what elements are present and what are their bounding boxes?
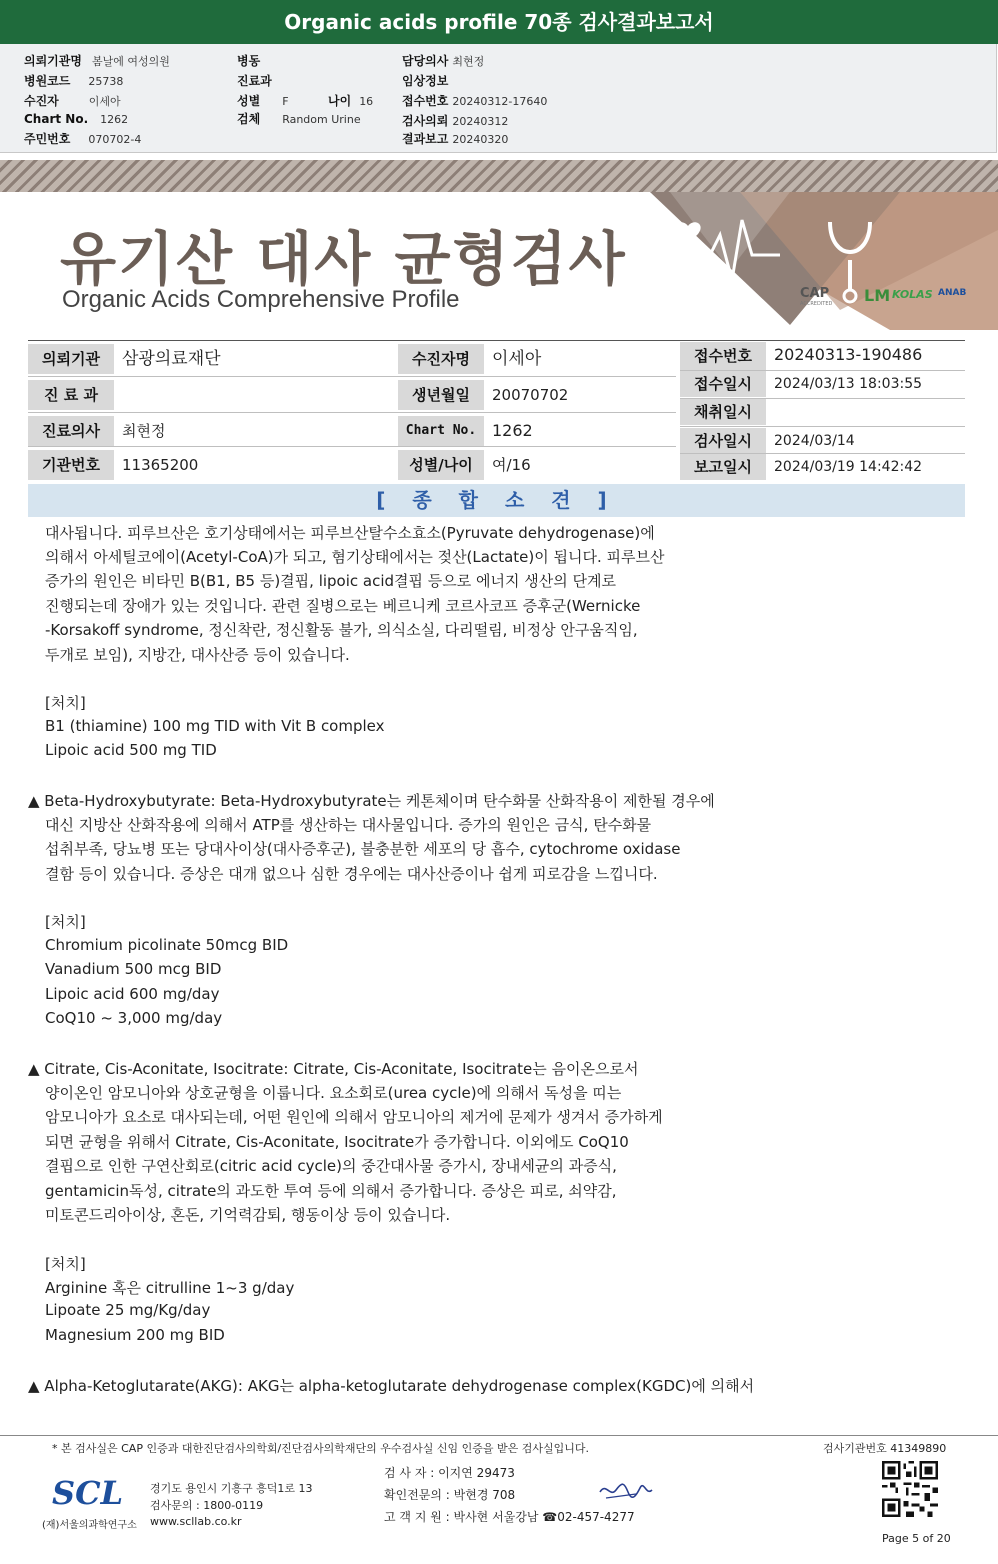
meta-label: 결과보고: [402, 132, 449, 146]
body-line: 진행되는데 장애가 있는 것입니다. 관련 질병으로는 베르니케 코르사코프 증후군(Wernicke: [45, 597, 641, 615]
meta-value: 이세아: [88, 95, 121, 108]
meta-row: [402, 72, 452, 89]
body-line: [처치]: [45, 1255, 86, 1273]
meta-value: 최현정: [452, 55, 485, 68]
summary-heading: [ 종 합 소 견 ]: [28, 484, 965, 517]
cap-sub: ACCREDITED: [800, 301, 833, 307]
meta-value: 070702-4: [88, 133, 142, 146]
meta-value: 20240312-17640: [452, 95, 548, 108]
info-label: 접수번호: [680, 342, 766, 370]
body-line: Lipoic acid 500 mg TID: [45, 741, 217, 759]
info-label: 채취일시: [680, 399, 766, 425]
meta-value: 25738: [88, 75, 124, 88]
footer-notice: * 본 검사실은 CAP 인증과 대한진단검사의학회/진단검사의학재단의 우수검사실 신임 인증을 받은 검사실입니다.: [52, 1442, 590, 1455]
info-value: 삼광의료재단: [122, 349, 221, 369]
staff-label: 고 객 지 원 :: [384, 1510, 450, 1524]
meta-row-age: [328, 92, 373, 109]
staff-value: 박사현 서울강남 ☎02-457-4277: [453, 1510, 635, 1524]
info-value: 이세아: [492, 349, 542, 369]
body-line: 두개로 보임), 지방간, 대사산증 등이 있습니다.: [45, 646, 350, 664]
body-line: ▲ Beta-Hydroxybutyrate: Beta-Hydroxybutyrate는 케톤체이며 탄수화물 산화작용이 제한될 경우에: [28, 792, 715, 810]
meta-value: 봄날에 여성의원: [91, 55, 170, 68]
body-line: gentamicin독성, citrate의 과도한 투여 등에 의해서 증가합니다. 증상은 피로, 쇠약감,: [45, 1182, 617, 1200]
meta-value: 1262: [100, 113, 129, 126]
meta-label: 병원코드: [24, 74, 71, 88]
body-line: Magnesium 200 mg BID: [45, 1326, 225, 1344]
order-meta-panel: [0, 44, 997, 153]
info-label: 기관번호: [28, 450, 114, 480]
body-line: [처치]: [45, 913, 86, 931]
meta-value: F: [282, 95, 289, 108]
meta-row: [24, 130, 141, 147]
scl-logo: SCL: [52, 1474, 124, 1512]
meta-value: 20240320: [452, 133, 509, 146]
meta-row: [402, 92, 547, 109]
body-line: ▲ Citrate, Cis-Aconitate, Isocitrate: Citrate, Cis-Aconitate, Isocitrate는 음이온으로서: [28, 1060, 639, 1078]
info-value: 2024/03/13 18:03:55: [774, 376, 923, 392]
body-line: Lipoic acid 600 mg/day: [45, 985, 220, 1003]
lm-logo: LM: [864, 286, 891, 305]
info-label: 성별/나이: [398, 450, 484, 480]
staff-value: 이지연 29473: [438, 1466, 515, 1480]
report-title-bar: [0, 0, 998, 44]
meta-label: 주민번호: [24, 132, 71, 146]
meta-label: 의뢰기관명: [24, 54, 82, 68]
meta-row: [237, 110, 361, 127]
body-line: Lipoate 25 mg/Kg/day: [45, 1301, 211, 1319]
meta-row: [24, 52, 170, 69]
meta-label: 성별: [237, 94, 261, 108]
body-line: Vanadium 500 mcg BID: [45, 960, 222, 978]
staff-label: 확인전문의 :: [384, 1488, 450, 1502]
info-value: 20240313-190486: [774, 345, 923, 364]
meta-label: 병동: [237, 54, 261, 68]
body-line: 섭취부족, 당뇨병 또는 당대사이상(대사증후군), 불충분한 세포의 당 흡수, cytochrome oxidase: [45, 840, 681, 858]
meta-row: [402, 52, 484, 69]
footer-org: (재)서울의과학연구소: [42, 1520, 137, 1531]
body-line: 결함 등이 있습니다. 증상은 대개 없으나 심한 경우에는 대사산증이나 쉽게 피로감을 느낍니다.: [45, 865, 658, 883]
footer-staff-row: [384, 1464, 515, 1481]
body-line: 양이온인 암모니아와 상호균형을 이룹니다. 요소회로(urea cycle)에 의해서 독성을 띠는: [45, 1084, 622, 1102]
body-line: [처치]: [45, 694, 86, 712]
meta-label: 검사의뢰: [402, 114, 449, 128]
body-line: 암모니아가 요소로 대사되는데, 어떤 원인에 의해서 암모니아의 제거에 문제가 생겨서 증가하게: [45, 1108, 663, 1126]
staff-value: 박현경 708: [453, 1488, 516, 1502]
info-value: 11365200: [122, 456, 199, 474]
meta-row: [24, 92, 121, 109]
meta-row: [237, 72, 282, 89]
footer-inst-no: 검사기관번호 41349890: [823, 1442, 947, 1455]
meta-label: Chart No.: [24, 112, 89, 126]
footer-staff-row: [384, 1508, 635, 1525]
info-value: 2024/03/14: [774, 433, 855, 449]
meta-value: 16: [359, 95, 374, 108]
info-value: 최현정: [122, 422, 166, 440]
meta-label: 나이: [328, 94, 352, 108]
body-line: -Korsakoff syndrome, 정신착란, 정신활동 불가, 의식소실, 다리떨림, 비정상 안구움직임,: [45, 621, 638, 639]
banner-title-ko: 유기산 대사 균형검사: [60, 225, 627, 293]
meta-label: 검체: [237, 112, 261, 126]
body-line: 의해서 아세틸코에이(Acetyl-CoA)가 되고, 혐기상태에서는 젖산(Lactate)이 됩니다. 피루브산: [45, 548, 665, 566]
meta-label: 수진자: [24, 94, 59, 108]
body-line: 증가의 원인은 비타민 B(B1, B5 등)결핍, lipoic acid결핍 등으로 에너지 생산의 단계로: [45, 572, 616, 590]
meta-row: [402, 130, 508, 147]
kolas-logo: KOLAS: [892, 288, 933, 301]
meta-row: [237, 52, 270, 69]
footer-inquiry: 검사문의 : 1800-0119: [150, 1499, 264, 1512]
info-label: 보고일시: [680, 454, 766, 480]
meta-label: 담당의사: [402, 54, 449, 68]
info-label: 접수일시: [680, 371, 766, 397]
body-line: 대사됩니다. 피루브산은 호기상태에서는 피루브산탈수소효소(Pyruvate dehydrogenase)에: [45, 524, 655, 542]
accreditation-logos: [800, 286, 970, 312]
staff-label: 검 사 자 :: [384, 1466, 435, 1480]
info-value: 20070702: [492, 386, 569, 404]
info-label: 진 료 과: [28, 380, 114, 410]
footer-address: 경기도 용인시 기흥구 흥덕1로 13: [150, 1482, 313, 1495]
meta-label: 진료과: [237, 74, 272, 88]
banner-title-en: Organic Acids Comprehensive Profile: [62, 286, 460, 313]
info-label: Chart No.: [398, 416, 484, 446]
footer-divider: [0, 1435, 998, 1436]
body-line: 대신 지방산 산화작용에 의해서 ATP를 생산하는 대사물입니다. 증가의 원인은 금식, 탄수화물: [45, 816, 652, 834]
cap-logo: CAP: [800, 286, 830, 301]
anab-logo: ANAB: [938, 288, 967, 298]
body-line: ▲ Alpha-Ketoglutarate(AKG): AKG는 alpha-ketoglutarate dehydrogenase complex(KGDC)에 의해서: [28, 1377, 755, 1395]
footer-web[interactable]: www.scllab.co.kr: [150, 1515, 242, 1528]
report-title: Organic acids profile 70종 검사결과보고서: [284, 10, 714, 34]
info-label: 의뢰기관: [28, 344, 114, 374]
info-value: 여/16: [492, 456, 531, 474]
info-label: 생년월일: [398, 380, 484, 410]
qr-code-icon: [882, 1461, 938, 1517]
body-line: CoQ10 ~ 3,000 mg/day: [45, 1009, 223, 1027]
meta-value: Random Urine: [282, 113, 361, 126]
info-value: 2024/03/19 14:42:42: [774, 459, 923, 475]
body-line: Chromium picolinate 50mcg BID: [45, 936, 289, 954]
meta-row: [237, 92, 289, 109]
info-label: 검사일시: [680, 428, 766, 454]
meta-label: 접수번호: [402, 94, 449, 108]
signature-image: [596, 1478, 656, 1502]
meta-label: 임상정보: [402, 74, 449, 88]
meta-row: [402, 112, 508, 129]
body-line: Arginine 혹은 citrulline 1~3 g/day: [45, 1279, 295, 1297]
info-value: 1262: [492, 421, 533, 440]
footer-staff-row: [384, 1486, 515, 1503]
meta-value: 20240312: [452, 115, 509, 128]
meta-row: [24, 112, 128, 126]
body-line: 되면 균형을 위해서 Citrate, Cis-Aconitate, Isocitrate가 증가합니다. 이외에도 CoQ10: [45, 1133, 629, 1151]
body-line: 미토콘드리아이상, 혼돈, 기억력감퇴, 행동이상 등이 있습니다.: [45, 1206, 451, 1224]
info-label: 수진자명: [398, 344, 484, 374]
meta-row: [24, 72, 123, 89]
body-line: B1 (thiamine) 100 mg TID with Vit B complex: [45, 717, 385, 735]
body-line: 결핍으로 인한 구연산회로(citric acid cycle)의 중간대사물 증가시, 장내세균의 과증식,: [45, 1157, 617, 1175]
page-number: Page 5 of 20: [882, 1532, 951, 1545]
patient-info-table: [28, 340, 965, 482]
info-label: 진료의사: [28, 416, 114, 446]
